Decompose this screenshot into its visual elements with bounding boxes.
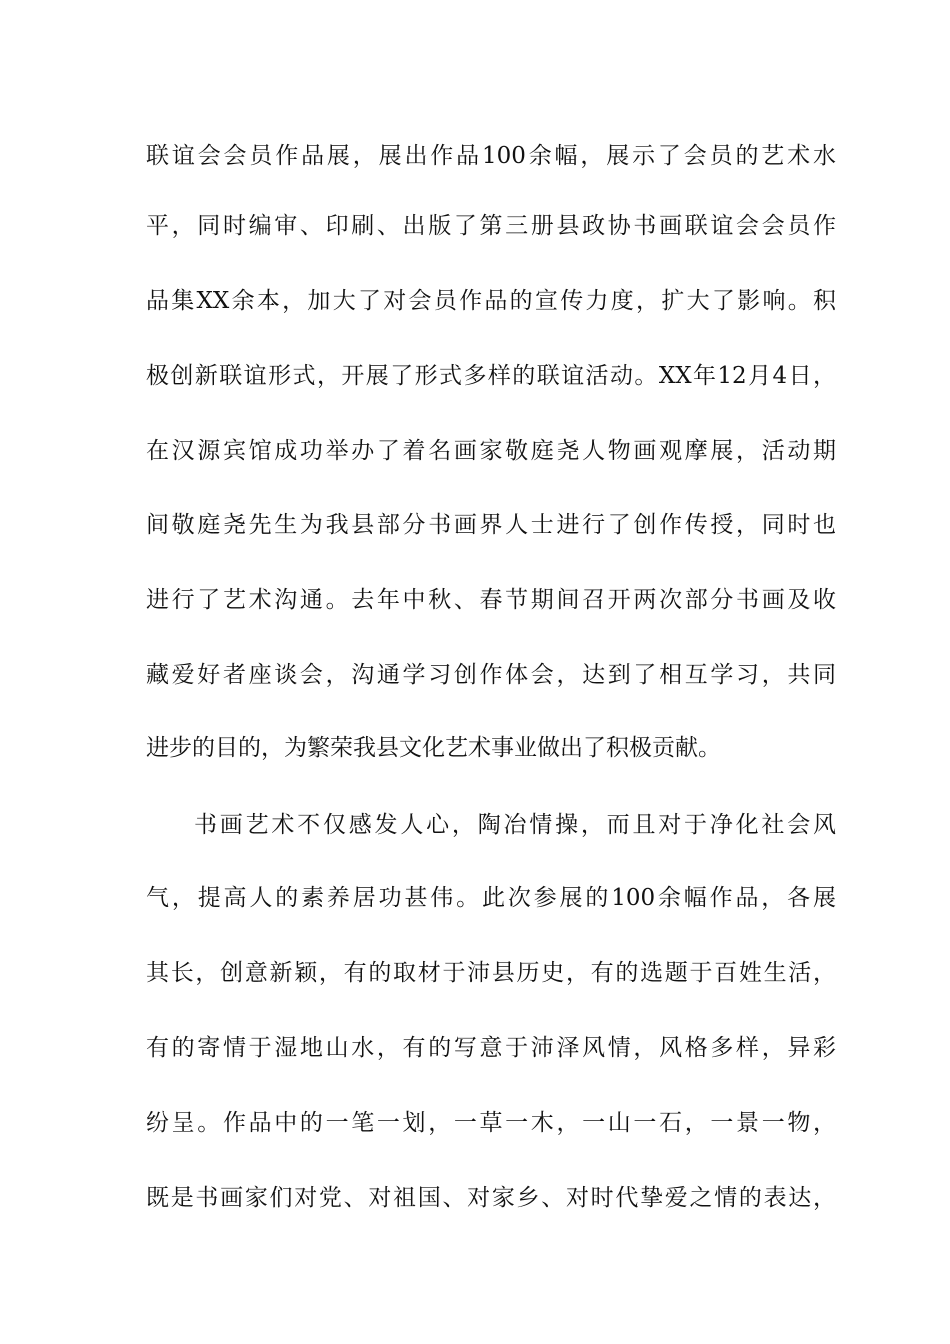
paragraph-line: 平，同时编审、印刷、出版了第三册县政协书画联谊会会员作 bbox=[146, 213, 836, 239]
paragraph-line: 既是书画家们对党、对祖国、对家乡、对时代挚爱之情的表达， bbox=[146, 1185, 836, 1211]
paragraph-line: 在汉源宾馆成功举办了着名画家敬庭尧人物画观摩展，活动期 bbox=[146, 438, 836, 464]
paragraph-line: 进步的目的，为繁荣我县文化艺术事业做出了积极贡献。 bbox=[146, 735, 721, 761]
paragraph-line: 气，提高人的素养居功甚伟。此次参展的100余幅作品，各展 bbox=[146, 885, 836, 911]
paragraph-line: 其长，创意新颖，有的取材于沛县历史，有的选题于百姓生活， bbox=[146, 960, 836, 986]
paragraph-line: 有的寄情于湿地山水，有的写意于沛泽风情，风格多样，异彩 bbox=[146, 1035, 836, 1061]
paragraph-line: 藏爱好者座谈会，沟通学习创作体会，达到了相互学习，共同 bbox=[146, 662, 836, 688]
paragraph-line: 极创新联谊形式，开展了形式多样的联谊活动。XX年12月4日， bbox=[146, 363, 836, 389]
paragraph-line: 间敬庭尧先生为我县部分书画界人士进行了创作传授，同时也 bbox=[146, 512, 836, 538]
paragraph-line: 联谊会会员作品展，展出作品100余幅，展示了会员的艺术水 bbox=[146, 143, 836, 169]
paragraph-line: 纷呈。作品中的一笔一划，一草一木，一山一石，一景一物， bbox=[146, 1110, 836, 1136]
paragraph-line: 品集XX余本，加大了对会员作品的宣传力度，扩大了影响。积 bbox=[146, 288, 836, 314]
paragraph-line: 进行了艺术沟通。去年中秋、春节期间召开两次部分书画及收 bbox=[146, 587, 836, 613]
paragraph-line: 书画艺术不仅感发人心，陶冶情操，而且对于净化社会风 bbox=[194, 812, 836, 838]
